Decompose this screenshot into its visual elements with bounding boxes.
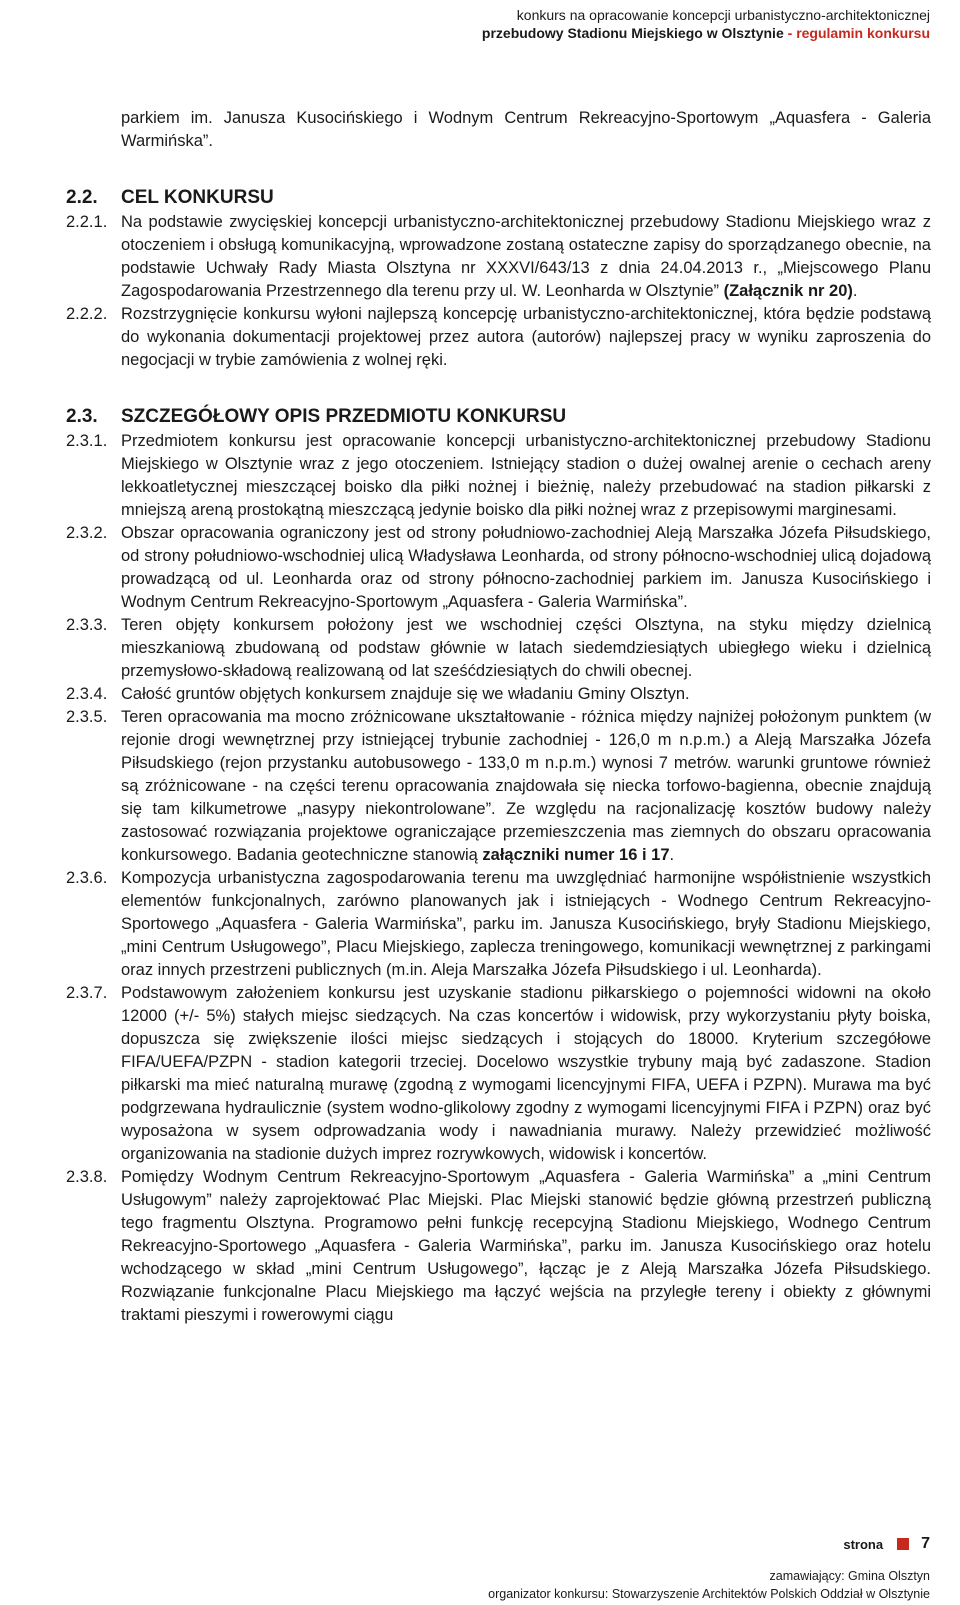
- attachment-reference: (Załącznik nr 20): [723, 282, 853, 300]
- item-text: [121, 706, 931, 867]
- list-item: [66, 982, 931, 1166]
- item-number: 2.2.1.: [66, 213, 108, 231]
- ordering-party: zamawiający: Gmina Olsztyn: [769, 1569, 930, 1583]
- section-heading-cel-konkursu: [66, 185, 931, 211]
- item-text-part: Na podstawie zwycięskiej koncepcji urbanistyczno-architektonicznej przebudowy Stadionu Miejskiego wraz z otoczeniem i obsługą komunikacyjną, wprowadzone zostaną ostateczne zapisy do sporządzanego obecnie, na podstawie Uchwały Rady Miasta Olsztyna nr XXXVI/643/13 z dnia 24.04.2013 r., „Miejscowego Planu Zagospodarowania Przestrzennego dla terenu przy ul. W. Leonharda w Olsztynie”: [121, 213, 931, 300]
- item-text: Teren objęty konkursem położony jest we wschodniej części Olsztyna, na styku między dzielnicą mieszkaniową zbudowaną od podstaw głównie w latach siedemdziesiątych ubiegłego wieku i dzielnicą przemysłowo-składową realizowaną od lat sześćdziesiątych do chwili obecnej.: [121, 616, 931, 680]
- header-line-2: [482, 24, 930, 42]
- item-number: 2.2.2.: [66, 305, 108, 323]
- organizer: organizator konkursu: Stowarzyszenie Architektów Polskich Oddział w Olsztynie: [488, 1587, 930, 1601]
- list-item: [66, 614, 931, 683]
- item-number: 2.3.5.: [66, 708, 108, 726]
- section-number: 2.2.: [66, 187, 98, 208]
- section-number: 2.3.: [66, 406, 98, 427]
- list-item: [66, 430, 931, 522]
- list-item: [66, 1166, 931, 1327]
- page-number: 7: [921, 1535, 930, 1552]
- header-separator: -: [783, 25, 797, 41]
- section-title: SZCZEGÓŁOWY OPIS PRZEDMIOTU KONKURSU: [121, 406, 567, 427]
- header-doc-type: regulamin konkursu: [796, 25, 930, 41]
- section-title: CEL KONKURSU: [121, 187, 274, 208]
- item-number: 2.3.6.: [66, 869, 108, 887]
- item-text-part: .: [669, 846, 675, 864]
- item-text-part: .: [852, 282, 858, 300]
- document-body: [66, 107, 931, 1327]
- item-number: 2.3.7.: [66, 984, 108, 1002]
- item-text: Rozstrzygnięcie konkursu wyłoni najlepszą koncepcję urbanistyczno-architektonicznej, która będzie podstawą do wykonania dokumentacji projektowej przez autora (autorów) najlepszej pracy w wyniku zaproszenia do negocjacji w trybie zamówienia z wolnej ręki.: [121, 305, 931, 369]
- list-item: [66, 303, 931, 372]
- list-item: [66, 211, 931, 303]
- section-heading-szczegolowy-opis: [66, 404, 931, 430]
- item-number: 2.3.2.: [66, 524, 108, 542]
- item-text: Podstawowym założeniem konkursu jest uzyskanie stadionu piłkarskiego o pojemności widowni na około 12000 (+/- 5%) stałych miejsc siedzących. Na czas koncertów i widowisk, przy wykorzystaniu płyty boiska, dopuszcza się zwiększenie ilości miejsc siedzących i stojących do 18000. Kryterium szczegółowe FIFA/UEFA/PZPN - stadion kategorii trzeciej. Docelowo wszystkie trybuny mają być zadaszone. Stadion piłkarski ma mieć naturalną murawę (zgodną z wymogami licencyjnymi FIFA, UEFA i PZPN). Murawa ma być podgrzewana hydraulicznie (system wodno-glikolowy zgodny z wymogami licencyjnymi FIFA i PZPN) oraz być wyposażona w sysem odprowadzania wody i nawadniania murawy. Należy przewidzieć możliwość organizowania na stadionie dużych imprez rozrywkowych, widowisk i koncertów.: [121, 984, 931, 1163]
- red-square-marker: [897, 1538, 909, 1550]
- page-number-block: [843, 1535, 930, 1553]
- item-number: 2.3.4.: [66, 685, 108, 703]
- list-item: [66, 867, 931, 982]
- item-text: [121, 211, 931, 303]
- item-text: Pomiędzy Wodnym Centrum Rekreacyjno-Sportowym „Aquasfera - Galeria Warmińska” a „mini Centrum Usługowym” należy zaprojektować Plac Miejski. Plac Miejski stanowić będzie główną przestrzeń publiczną tego fragmentu Olsztyna. Programowo pełni funkcję recepcyjną Stadionu Miejskiego, Wodnego Centrum Rekreacyjno-Sportowego „Aquasfera - Galeria Warmińska”, parku im. Janusza Kusocińskiego oraz hotelu wchodzącego w skład „mini Centrum Usługowego”, łącząc je z Aleją Marszałka Józefa Piłsudskiego. Rozwiązanie funkcjonalne Placu Miejskiego ma łączyć wejścia na przyległe tereny i obiekty z głównymi traktami pieszymi i rowerowymi ciągu: [121, 1168, 931, 1324]
- item-text: Kompozycja urbanistyczna zagospodarowania terenu ma uwzględniać harmonijne współistnienie wszystkich elementów funkcjonalnych, zarówno planowanych jak i istniejących - Wodnego Centrum Rekreacyjno-Sportowego „Aquasfera - Galeria Warmińska”, parku im. Janusza Kusocińskiego, bryły Stadionu Miejskiego, „mini Centrum Usługowego”, Placu Miejskiego, zaplecza treningowego, komunikacji wewnętrznej z parkingami oraz innych przestrzeni publicznych (m.in. Aleja Marszałka Józefa Piłsudskiego i ul. Leonharda).: [121, 869, 931, 979]
- item-number: 2.3.1.: [66, 432, 108, 450]
- item-text-part: Teren opracowania ma mocno zróżnicowane ukształtowanie - różnica między najniżej położonym punktem (w rejonie drogi wewnętrznej przy istniejącej trybunie zachodniej - 126,0 m n.p.m.) a Aleją Marszałka Józefa Piłsudskiego (rejon przystanku autobusowego - 133,0 m n.p.m.) wynosi 7 metrów. warunki gruntowe również są zróżnicowane - na części terenu opracowania znajdowała się niecka torfowo-bagienna, obecnie znajdują się tam kilkumetrowe „nasypy niekontrolowane”. Ze względu na racjonalizację kosztów budowy należy zastosować rozwiązania projektowe ograniczające przemieszczenia mas ziemnych do obszaru opracowania konkursowego. Badania geotechniczne stanowią: [121, 708, 931, 864]
- page-header: [482, 6, 930, 42]
- item-text: Obszar opracowania ograniczony jest od strony południowo-zachodniej Aleją Marszałka Józefa Piłsudskiego, od strony południowo-wschodniej ulicą Władysława Leonharda, od strony północno-wschodniej ulicą dojadową prowadzącą od ul. Leonharda oraz od strony północno-zachodniej parkiem im. Janusza Kusocińskiego i Wodnym Centrum Rekreacyjno-Sportowym „Aquasfera - Galeria Warmińska”.: [121, 524, 931, 611]
- page-label: strona: [843, 1536, 884, 1552]
- item-number: 2.3.3.: [66, 616, 108, 634]
- item-text: Całość gruntów objętych konkursem znajduje się we władaniu Gminy Olsztyn.: [121, 685, 690, 703]
- item-number: 2.3.8.: [66, 1168, 108, 1186]
- intro-paragraph: parkiem im. Janusza Kusocińskiego i Wodnym Centrum Rekreacyjno-Sportowym „Aquasfera - Galeria Warmińska”.: [121, 109, 931, 150]
- page-footer: [488, 1567, 930, 1603]
- attachment-reference: załączniki numer 16 i 17: [482, 846, 670, 864]
- list-item: [66, 683, 931, 706]
- header-line-1: konkurs na opracowanie koncepcji urbanistyczno-architektonicznej: [516, 7, 930, 23]
- item-text: Przedmiotem konkursu jest opracowanie koncepcji urbanistyczno-architektonicznej przebudowy Stadionu Miejskiego w Olsztynie wraz z jego otoczeniem. Istniejący stadion o dużej owalnej arenie o cechach areny lekkoatletycznej mieszczącej boisko dla piłki nożnej i bieżnię, należy przebudować na stadion piłkarski z mniejszą areną prostokątną mieszczącą jedynie boisko dla piłki nożnej wraz z przepisowymi marginesami.: [121, 432, 931, 519]
- header-doc-title: przebudowy Stadionu Miejskiego w Olsztynie: [481, 25, 784, 41]
- list-item: [66, 706, 931, 867]
- list-item: [66, 522, 931, 614]
